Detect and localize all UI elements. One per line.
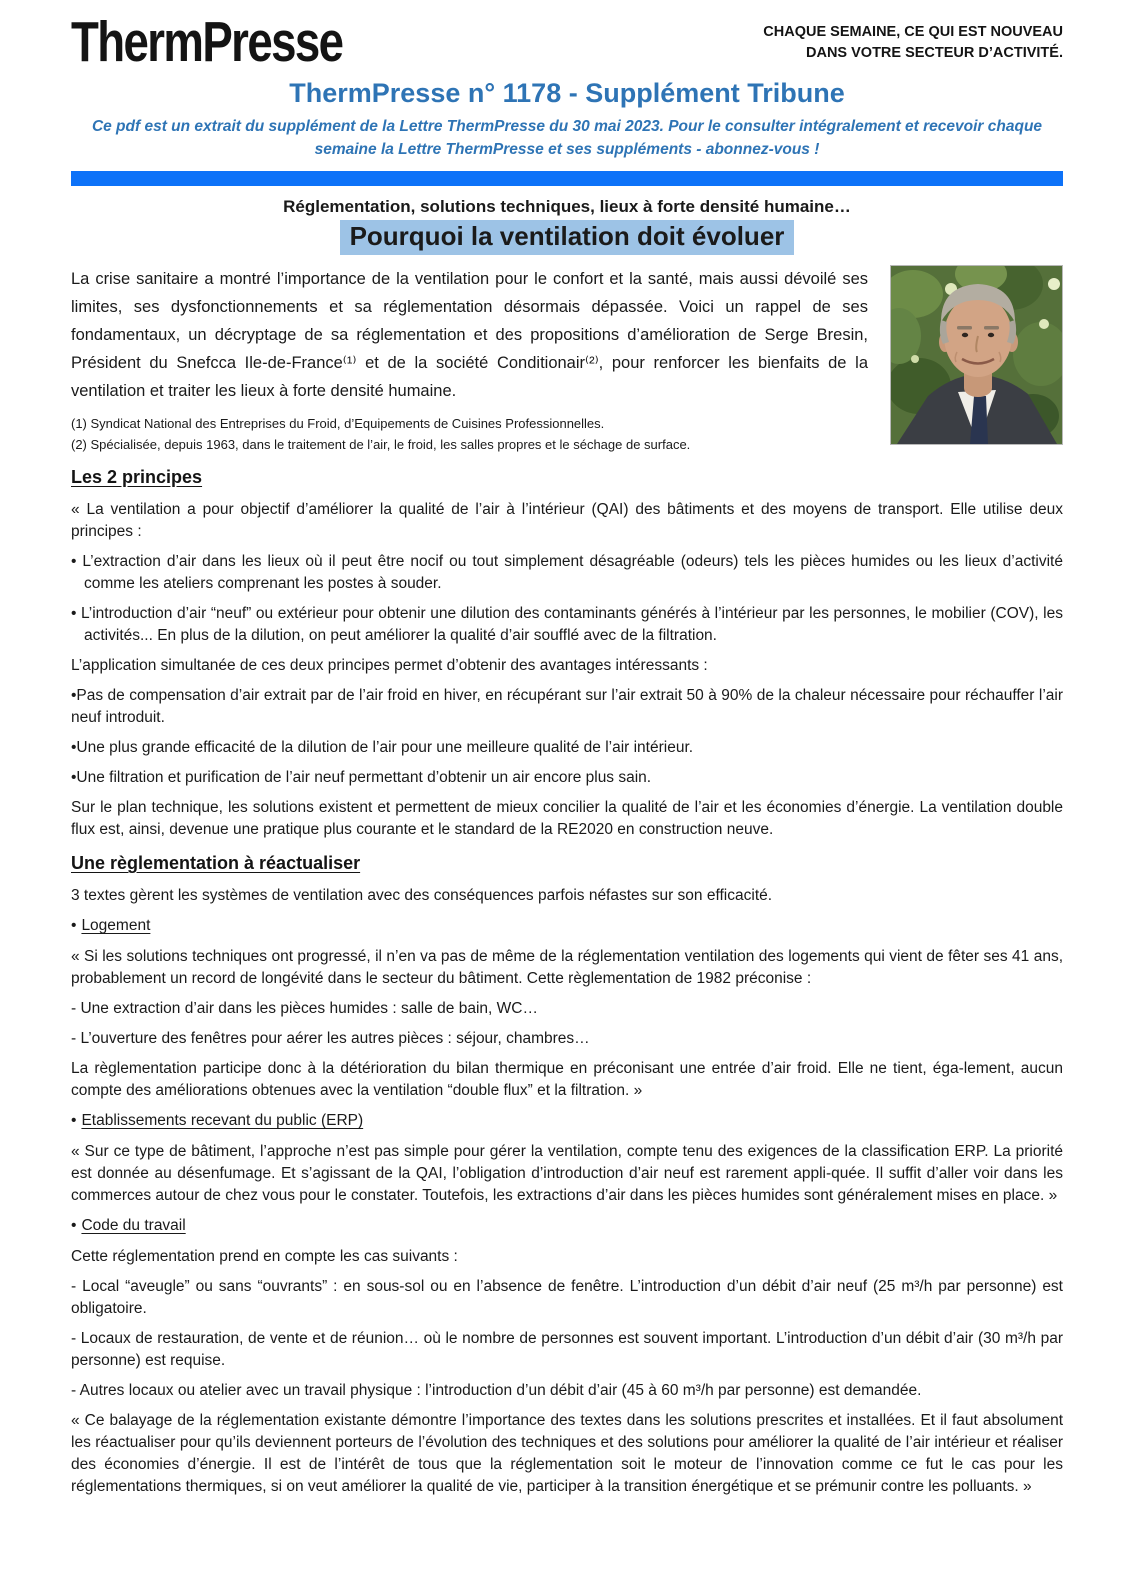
code-travail-dash-autres-locaux: - Autres locaux ou atelier avec un travail physique : l’introduction d’un débit d’air (45 à 60 m³/h par personne) est demandée. (71, 1382, 922, 1399)
bullet-marker: • (71, 917, 77, 934)
masthead (71, 10, 1063, 74)
section-heading-principles: Les 2 principes (71, 467, 203, 487)
subheading-erp (71, 1110, 1063, 1132)
portrait-illustration (891, 266, 1062, 444)
code-travail-dash-locaux-restauration: - Locaux de restauration, de vente et de réunion… où le nombre de personnes est souvent important. L’introduction d’un débit d’air (30 m³/h par personne) est requise. (71, 1330, 1063, 1369)
erp-paragraph: « Sur ce type de bâtiment, l’approche n’est pas simple pour gérer la ventilation, compte tenu des exigences de la classification ERP. La priorité est donnée au désenfumage. Et s’agissant de la QAI, l’obligation d’introduction d’air neuf est rarement appli-quée. Il suffit d’aller voir dans les commerces autour de chez vous pour le constater. Toutefois, les extractions d’air dans les pièces humides sont généralement mises en place. » (71, 1143, 1063, 1204)
bullet-marker: • (71, 1112, 77, 1129)
tagline-line1: CHAQUE SEMAINE, CE QUI EST NOUVEAU (763, 24, 1063, 40)
subheading-logement-label: Logement (81, 917, 151, 934)
tagline-line2: DANS VOTRE SECTEUR D’ACTIVITÉ. (806, 45, 1063, 61)
footnote-2: (2) Spécialisée, depuis 1963, dans le traitement de l’air, le froid, les salles propres et le séchage de surface. (71, 437, 691, 452)
principles-bullet-dilution: •Une plus grande efficacité de la dilution de l’air pour une meilleure qualité de l’air intérieur. (71, 739, 694, 756)
portrait-photo (890, 265, 1063, 445)
principles-bullet-compensation: •Pas de compensation d’air extrait par de l’air froid en hiver, en récupérant sur l’air extrait 50 à 90% de la chaleur nécessaire pour réchauffer l’air neuf introduit. (71, 687, 1063, 726)
issue-subtitle: Ce pdf est un extrait du supplément de la Lettre ThermPresse du 30 mai 2023. Pour le consulter intégralement et recevoir chaque semaine la Lettre ThermPresse et ses suppléments - abonnez-vous ! (91, 118, 1043, 158)
principles-paragraph-1: « La ventilation a pour objectif d’améliorer la qualité de l’air à l’intérieur (QAI) des bâtiments et des moyens de transport. Elle utilise deux principes : (71, 501, 1063, 540)
closing-paragraph: « Ce balayage de la réglementation existante démontre l’importance des textes dans les solutions prescrites et installées. Et il faut absolument les réactualiser pour qu’ils deviennent porteurs de l’évolution des techniques et des solutions pour améliorer la qualité de l’air intérieur et réaliser des économies d’énergie. Il est de l’intérêt de tous que la réglementation soit le moteur de l’innovation comme ce fut le cas pour les réglementations thermiques, si on veut améliorer la qualité de vie, participer à la transition énergétique et se prémunir contre les polluants. » (71, 1412, 1063, 1495)
bullet-marker: • (71, 1217, 77, 1234)
footnote-1: (1) Syndicat National des Entreprises du Froid, d’Equipements de Cuisines Professionnelles. (71, 416, 605, 431)
tagline (763, 22, 1063, 64)
code-travail-dash-local-aveugle: - Local “aveugle” ou sans “ouvrants” : en sous-sol ou en l’absence de fenêtre. L’introduction d’un débit d’air neuf (25 m³/h par personne) est obligatoire. (71, 1278, 1063, 1317)
principles-paragraph-3: Sur le plan technique, les solutions existent et permettent de mieux concilier la qualité de l’air et les économies d’énergie. La ventilation double flux est, ainsi, devenue une pratique plus courante et le standard de la RE2020 en construction neuve. (71, 799, 1063, 838)
subheading-logement (71, 915, 1063, 937)
article-body (71, 467, 1063, 1498)
regulation-paragraph-1: 3 textes gèrent les systèmes de ventilation avec des conséquences parfois néfastes sur son efficacité. (71, 887, 773, 904)
principles-bullet-filtration: •Une filtration et purification de l’air neuf permettant d’obtenir un air encore plus sain. (71, 769, 652, 786)
principles-bullet-introduction: • L’introduction d’air “neuf” ou extérieur pour obtenir une dilution des contaminants générés à l’intérieur par les personnes, le mobilier (COV), les activités... En plus de la dilution, on peut améliorer la qualité d’air soufflé avec de la filtration. (71, 605, 1063, 644)
principles-paragraph-2: L’application simultanée de ces deux principes permet d’obtenir des avantages intéressants : (71, 657, 708, 674)
section-heading-regulation: Une règlementation à réactualiser (71, 853, 361, 873)
logement-paragraph: « Si les solutions techniques ont progressé, il n’en va pas de même de la réglementation ventilation des logements qui vient de fêter ses 41 ans, probablement un record de longévité dans le secteur du bâtiment. Cette règlementation de 1982 préconise : (71, 948, 1063, 987)
intro-paragraph: La crise sanitaire a montré l’importance de la ventilation pour le confort et la santé, mais aussi dévoilé ses limites, ses dysfonctionnements et sa réglementation désormais dépassée. Voici un rappel de ses fondamentaux, un décryptage de sa réglementation et des propositions d’amélioration de Serge Bresin, Président du Snefcca Ile-de-France⁽¹⁾ et de la société Conditionair⁽²⁾, pour renforcer les bienfaits de la ventilation et traiter les lieux à forte densité humaine. (71, 270, 868, 400)
intro-column (71, 265, 868, 455)
article-headline: Pourquoi la ventilation doit évoluer (340, 220, 795, 255)
logement-paragraph-2: La règlementation participe donc à la détérioration du bilan thermique en préconisant une entrée d’air froid. Elle ne tient, éga-lement, aucun compte des améliorations obtenues avec la ventilation “double flux” et la filtration. » (71, 1060, 1063, 1099)
subheading-code-travail (71, 1215, 1063, 1237)
headline-row (71, 220, 1063, 255)
logement-dash-extraction: - Une extraction d’air dans les pièces humides : salle de bain, WC… (71, 1000, 538, 1017)
principles-bullet-extraction: • L’extraction d’air dans les lieux où il peut être nocif ou tout simplement désagréable (odeurs) tels les pièces humides ou les lieux d’activité comme les ateliers comprenant les postes à souder. (71, 553, 1063, 592)
thermpresse-logo: ThermPresse (71, 10, 343, 74)
code-travail-paragraph: Cette réglementation prend en compte les cas suivants : (71, 1248, 458, 1265)
issue-title: ThermPresse n° 1178 - Supplément Tribune (289, 78, 845, 108)
article-kicker: Réglementation, solutions techniques, lieux à forte densité humaine… (283, 197, 851, 216)
logement-dash-ouverture: - L’ouverture des fenêtres pour aérer les autres pièces : séjour, chambres… (71, 1030, 590, 1047)
subheading-code-travail-label: Code du travail (81, 1217, 186, 1234)
divider-bar (71, 171, 1063, 186)
subheading-erp-label: Etablissements recevant du public (ERP) (81, 1112, 364, 1129)
intro-section (71, 265, 1063, 455)
